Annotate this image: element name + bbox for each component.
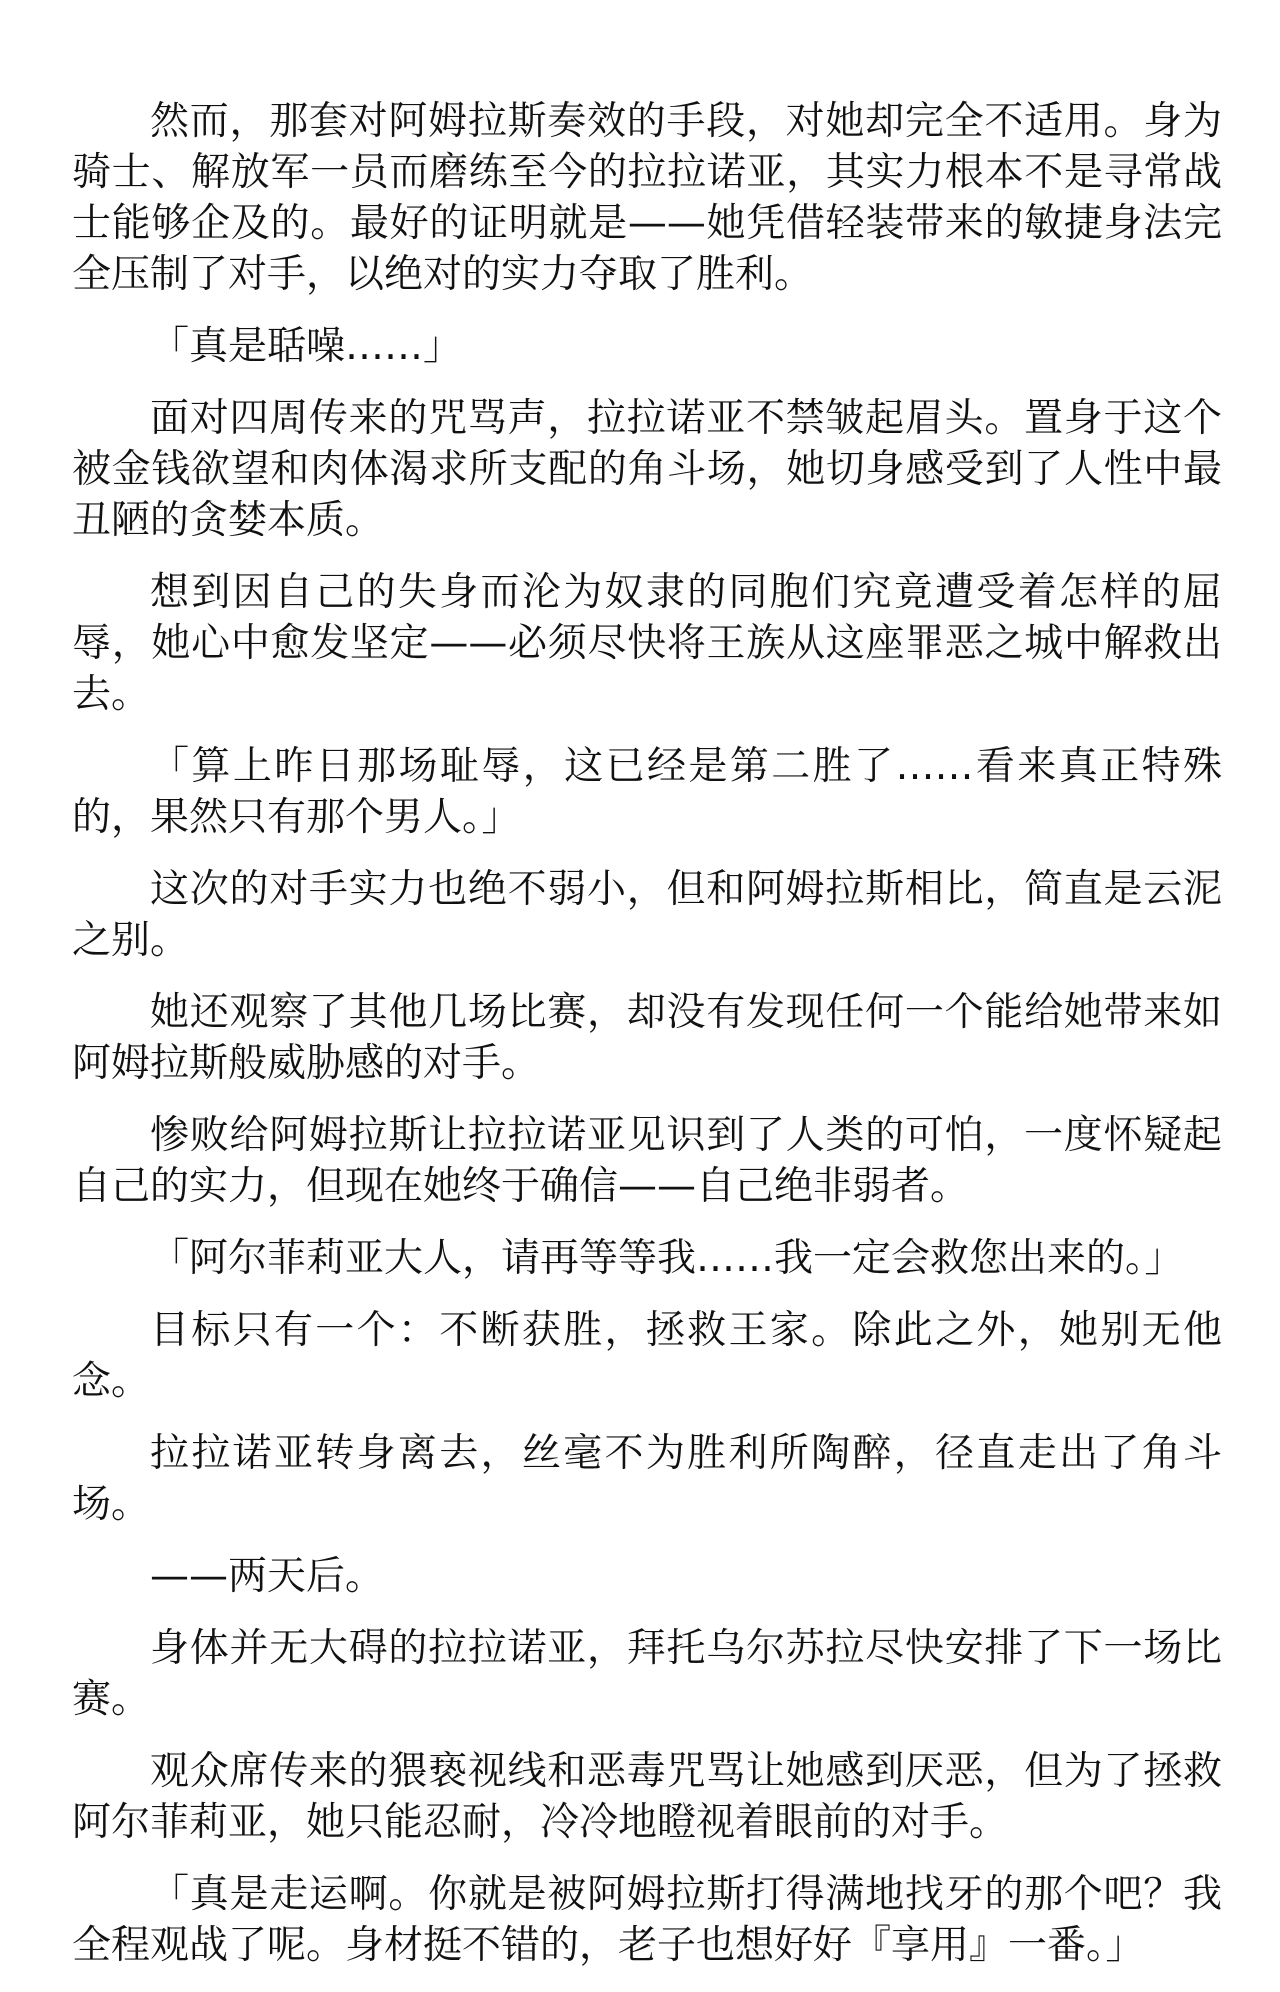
paragraph: 这次的对手实力也绝不弱小，但和阿姆拉斯相比，简直是云泥之别。 [72,867,1222,963]
paragraph: 身体并无大碍的拉拉诺亚，拜托乌尔苏拉尽快安排了下一场比赛。 [72,1626,1222,1722]
paragraph: 她还观察了其他几场比赛，却没有发现任何一个能给她带来如阿姆拉斯般威胁感的对手。 [72,990,1222,1086]
paragraph: 「算上昨日那场耻辱，这已经是第二胜了……看来真正特殊的，果然只有那个男人。」 [72,744,1222,840]
paragraph: 惨败给阿姆拉斯让拉拉诺亚见识到了人类的可怕，一度怀疑起自己的实力，但现在她终于确信——自己绝非弱者。 [72,1113,1222,1209]
paragraph: 「真是走运啊。你就是被阿姆拉斯打得满地找牙的那个吧？我全程观战了呢。身材挺不错的，老子也想好好『享用』一番。」 [72,1872,1222,1968]
paragraph: 「真是聒噪……」 [150,324,463,369]
paragraph: 面对四周传来的咒骂声，拉拉诺亚不禁皱起眉头。置身于这个被金钱欲望和肉体渴求所支配的角斗场，她切身感受到了人性中最丑陋的贪婪本质。 [72,396,1222,543]
paragraph: 观众席传来的猥亵视线和恶毒咒骂让她感到厌恶，但为了拯救阿尔菲莉亚，她只能忍耐，冷冷地瞪视着眼前的对手。 [72,1749,1222,1845]
paragraph: 想到因自己的失身而沦为奴隶的同胞们究竟遭受着怎样的屈辱，她心中愈发坚定——必须尽快将王族从这座罪恶之城中解救出去。 [72,570,1222,717]
paragraph: 目标只有一个：不断获胜，拯救王家。除此之外，她别无他念。 [72,1308,1222,1404]
paragraph: 「阿尔菲莉亚大人，请再等等我……我一定会救您出来的。」 [150,1236,1184,1281]
paragraph: 拉拉诺亚转身离去，丝毫不为胜利所陶醉，径直走出了角斗场。 [72,1431,1222,1527]
document-page [72,96,1222,1992]
paragraph: ——两天后。 [150,1554,385,1599]
paragraph: 然而，那套对阿姆拉斯奏效的手段，对她却完全不适用。身为骑士、解放军一员而磨练至今的拉拉诺亚，其实力根本不是寻常战士能够企及的。最好的证明就是——她凭借轻装带来的敏捷身法完全压制了对手，以绝对的实力夺取了胜利。 [72,99,1222,297]
